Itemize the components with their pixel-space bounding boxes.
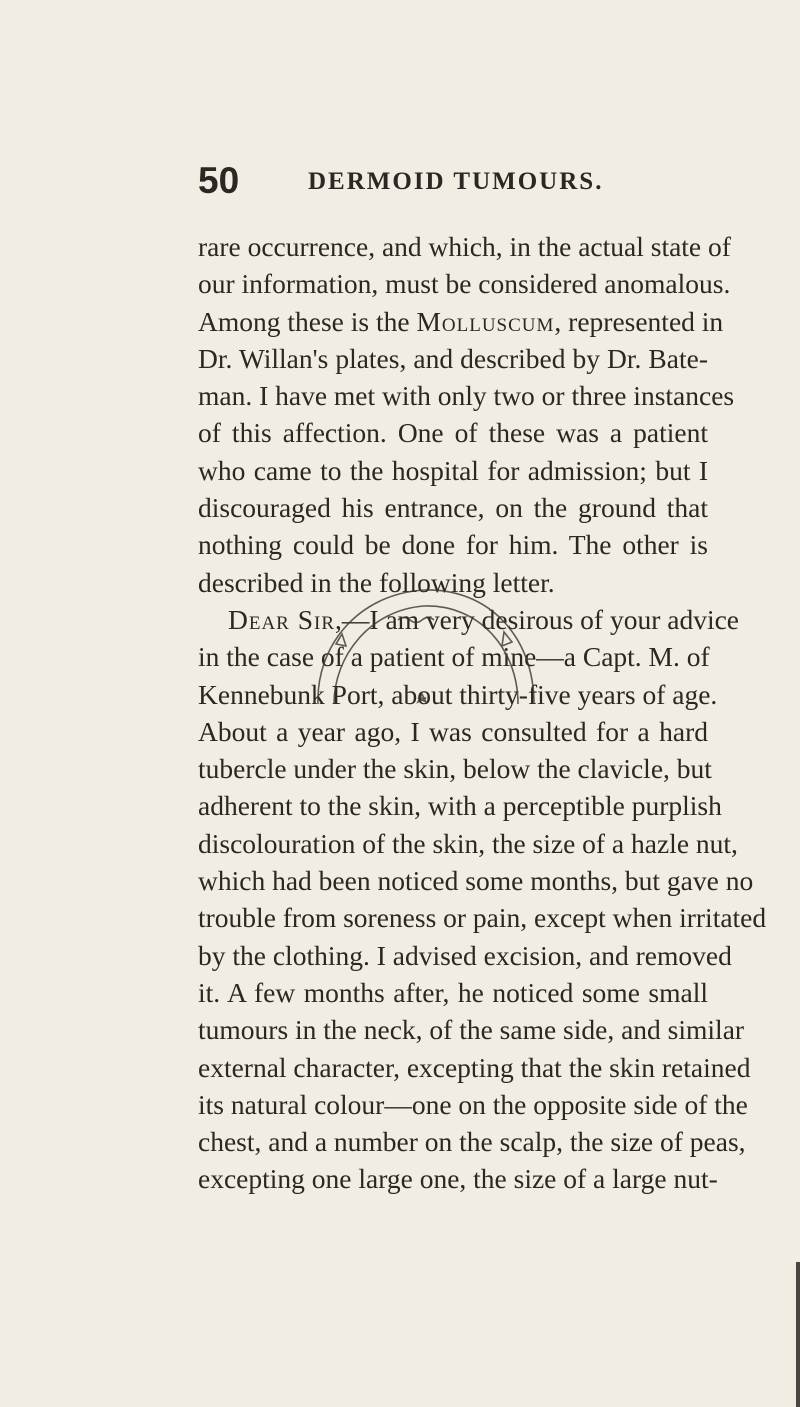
text-line: of this affection. One of these was a patient — [198, 417, 708, 449]
text-line: tubercle under the skin, below the clavicle, but — [198, 753, 712, 785]
text-line: excepting one large one, the size of a large nut- — [198, 1163, 718, 1195]
text-line: who came to the hospital for admission; but I — [198, 454, 708, 486]
text-line: our information, must be considered anomalous. — [198, 268, 731, 300]
text-line: Kennebunk Port, about thirty-five years of age. — [198, 678, 718, 710]
body-text — [198, 228, 767, 1198]
text-line: rare occurrence, and which, in the actual state of — [198, 231, 731, 262]
text-line: it. A few months after, he noticed some small — [198, 976, 708, 1008]
text-line: in the case of a patient of mine—a Capt. M. of — [198, 641, 710, 673]
page-edge-shadow — [796, 1262, 800, 1407]
text-line: its natural colour—one on the opposite side of the — [198, 1088, 748, 1120]
running-head: DERMOID TUMOURS. — [308, 168, 604, 195]
page-number: 50 — [198, 160, 240, 201]
text-line: described in the following letter. — [198, 566, 555, 598]
text-line: discouraged his entrance, on the ground that — [198, 492, 708, 524]
text-line: which had been noticed some months, but gave no — [198, 865, 754, 897]
text-line: tumours in the neck, of the same side, and similar — [198, 1014, 745, 1046]
text-line: Dr. Willan's plates, and described by Dr. Bate- — [198, 342, 708, 374]
text-line: nothing could be done for him. The other is — [198, 529, 708, 561]
text-line: man. I have met with only two or three instances — [198, 380, 735, 412]
text-line: by the clothing. I advised excision, and removed — [198, 939, 732, 971]
text-line: About a year ago, I was consulted for a hard — [198, 715, 708, 747]
text-line: trouble from soreness or pain, except when irritated — [198, 902, 767, 934]
text-line: chest, and a number on the scalp, the size of peas, — [198, 1126, 746, 1158]
text-line: adherent to the skin, with a perceptible purplish — [198, 790, 722, 822]
text-line-salutation: Dear Sir,—I am very desirous of your advice — [228, 603, 740, 635]
text-line: discolouration of the skin, the size of a hazle nut, — [198, 827, 738, 859]
text-line: Among these is the Molluscum, represented in — [198, 305, 724, 337]
text-line: external character, excepting that the skin retained — [198, 1051, 751, 1083]
